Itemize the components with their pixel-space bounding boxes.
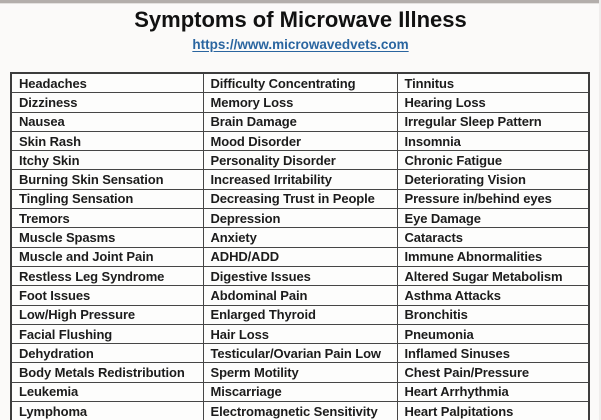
table-row	[11, 112, 589, 131]
symptom-cell: Muscle Spasms	[11, 228, 203, 247]
symptom-cell: Sperm Motility	[203, 363, 397, 382]
symptom-cell: Electromagnetic Sensitivity	[203, 402, 397, 420]
symptom-cell: Irregular Sleep Pattern	[397, 112, 589, 131]
symptom-cell: Immune Abnormalities	[397, 247, 589, 266]
symptom-cell: Burning Skin Sensation	[11, 170, 203, 189]
symptom-cell: Miscarriage	[203, 382, 397, 401]
symptom-cell: Depression	[203, 209, 397, 228]
symptom-cell: Abdominal Pain	[203, 286, 397, 305]
symptom-cell: Hearing Loss	[397, 93, 589, 112]
symptom-cell: Dizziness	[11, 93, 203, 112]
table-row	[11, 382, 589, 401]
symptom-cell: Nausea	[11, 112, 203, 131]
symptom-cell: Itchy Skin	[11, 151, 203, 170]
symptom-cell: Tingling Sensation	[11, 189, 203, 208]
symptom-cell: Low/High Pressure	[11, 305, 203, 324]
symptom-cell: Eye Damage	[397, 209, 589, 228]
symptom-cell: Mood Disorder	[203, 131, 397, 150]
symptom-cell: Altered Sugar Metabolism	[397, 266, 589, 285]
table-row	[11, 324, 589, 343]
symptom-cell: Foot Issues	[11, 286, 203, 305]
symptoms-table	[10, 72, 590, 420]
table-row	[11, 228, 589, 247]
symptom-cell: Heart Arrhythmia	[397, 382, 589, 401]
table-row	[11, 170, 589, 189]
symptom-cell: Facial Flushing	[11, 324, 203, 343]
table-row	[11, 151, 589, 170]
symptom-cell: Heart Palpitations	[397, 402, 589, 420]
symptom-cell: Tinnitus	[397, 73, 589, 93]
table-row	[11, 247, 589, 266]
symptom-cell: Chronic Fatigue	[397, 151, 589, 170]
symptom-cell: Chest Pain/Pressure	[397, 363, 589, 382]
symptom-cell: Brain Damage	[203, 112, 397, 131]
table-row	[11, 363, 589, 382]
symptom-cell: Dehydration	[11, 344, 203, 363]
table-row	[11, 286, 589, 305]
page-link-container	[0, 36, 601, 54]
symptom-cell: Digestive Issues	[203, 266, 397, 285]
symptom-cell: Inflamed Sinuses	[397, 344, 589, 363]
table-row	[11, 344, 589, 363]
symptom-cell: Headaches	[11, 73, 203, 93]
symptom-cell: Skin Rash	[11, 131, 203, 150]
symptom-cell: Decreasing Trust in People	[203, 189, 397, 208]
table-row	[11, 93, 589, 112]
page-title: Symptoms of Microwave Illness	[134, 7, 467, 32]
symptom-cell: Lymphoma	[11, 402, 203, 420]
top-border-shadow	[0, 3, 601, 4]
symptom-cell: Memory Loss	[203, 93, 397, 112]
symptom-cell: Leukemia	[11, 382, 203, 401]
symptom-cell: Asthma Attacks	[397, 286, 589, 305]
symptom-cell: Cataracts	[397, 228, 589, 247]
table-row	[11, 402, 589, 420]
symptom-cell: Body Metals Redistribution	[11, 363, 203, 382]
website-link[interactable]: https://www.microwavedvets.com	[192, 37, 409, 52]
symptom-cell: Pressure in/behind eyes	[397, 189, 589, 208]
table-row	[11, 131, 589, 150]
symptom-cell: Personality Disorder	[203, 151, 397, 170]
table-row	[11, 73, 589, 93]
symptoms-table-body	[11, 73, 589, 420]
table-row	[11, 305, 589, 324]
symptom-cell: Bronchitis	[397, 305, 589, 324]
symptom-cell: ADHD/ADD	[203, 247, 397, 266]
symptom-cell: Restless Leg Syndrome	[11, 266, 203, 285]
symptom-cell: Tremors	[11, 209, 203, 228]
symptom-cell: Difficulty Concentrating	[203, 73, 397, 93]
symptom-cell: Testicular/Ovarian Pain Low	[203, 344, 397, 363]
symptom-cell: Muscle and Joint Pain	[11, 247, 203, 266]
symptom-cell: Hair Loss	[203, 324, 397, 343]
table-row	[11, 189, 589, 208]
table-row	[11, 266, 589, 285]
symptom-cell: Enlarged Thyroid	[203, 305, 397, 324]
symptom-cell: Pneumonia	[397, 324, 589, 343]
table-row	[11, 209, 589, 228]
symptom-cell: Insomnia	[397, 131, 589, 150]
symptom-cell: Anxiety	[203, 228, 397, 247]
symptom-cell: Deteriorating Vision	[397, 170, 589, 189]
symptom-cell: Increased Irritability	[203, 170, 397, 189]
